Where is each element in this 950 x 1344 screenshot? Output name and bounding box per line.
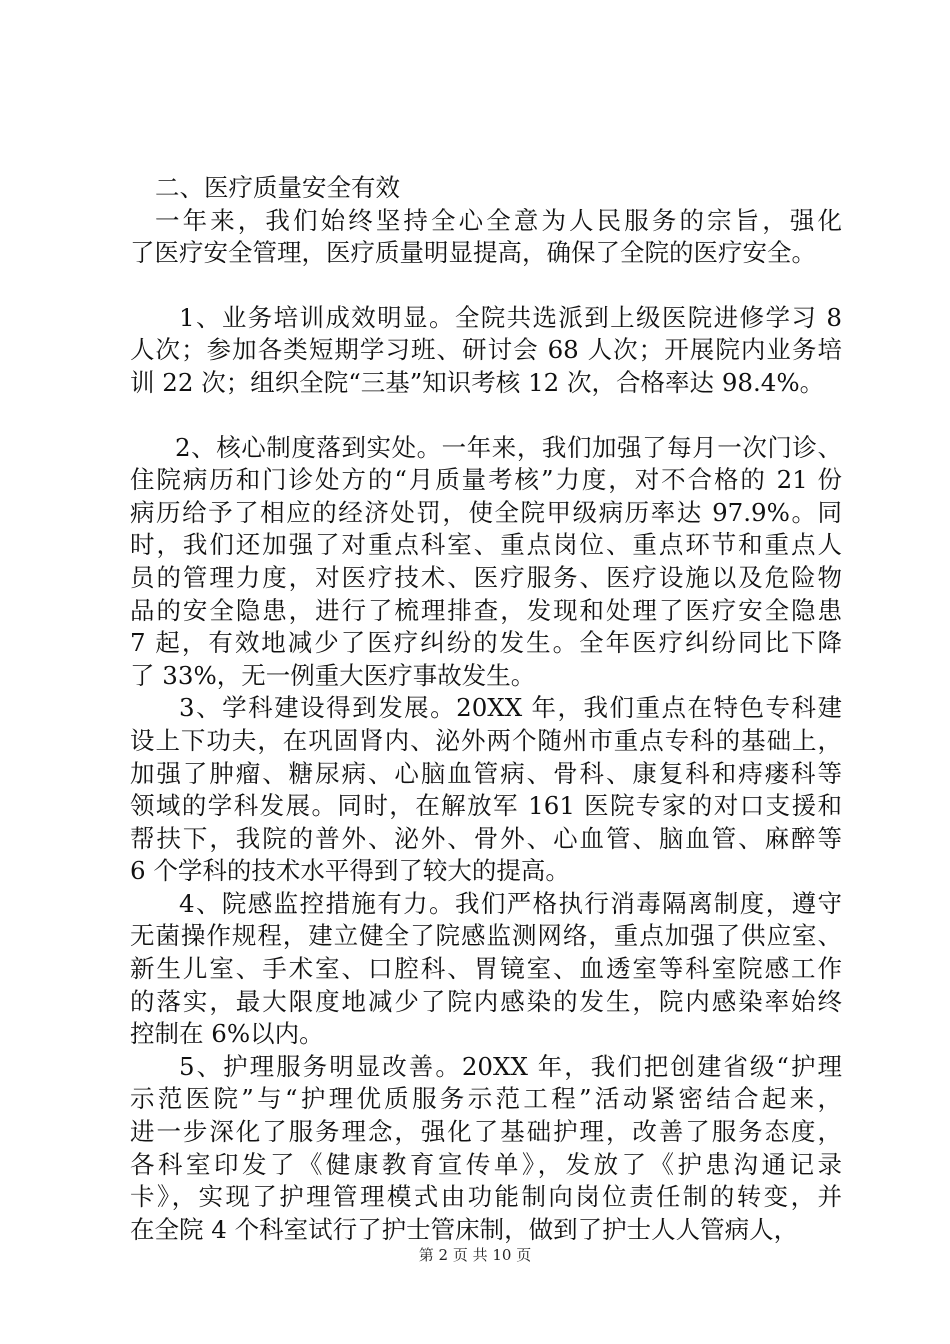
paragraph-line: 卡》，实现了护理管理模式由功能制向岗位责任制的转变，并 <box>130 1182 842 1212</box>
paragraph-line: 帮扶下，我院的普外、泌外、骨外、心血管、脑血管、麻醉等 <box>130 823 842 853</box>
paragraph-line: 加强了肿瘤、糖尿病、心脑血管病、骨科、康复科和痔瘘科等 <box>130 758 842 788</box>
document-body <box>130 172 842 1246</box>
paragraph-line: 各科室印发了《健康教育宣传单》，发放了《护患沟通记录 <box>130 1149 842 1179</box>
paragraph-gap <box>130 400 842 432</box>
paragraph-line: 品的安全隐患，进行了梳理排查，发现和处理了医疗安全隐患 <box>130 595 842 625</box>
paragraph-line: 示范医院”与“护理优质服务示范工程”活动紧密结合起来， <box>130 1084 842 1114</box>
paragraph-line: 无菌操作规程，建立健全了院感监测网络，重点加强了供应室、 <box>130 921 842 951</box>
paragraph-line: 1、业务培训成效明显。全院共选派到上级医院进修学习 8 <box>179 302 842 332</box>
paragraph-line: 员的管理力度，对医疗技术、医疗服务、医疗设施以及危险物 <box>130 562 842 592</box>
paragraph-line: 在全院 4 个科室试行了护士管床制，做到了护士人人管病人， <box>130 1214 799 1244</box>
section-heading: 二、医疗质量安全有效 <box>155 173 400 202</box>
paragraph-line: 6 个学科的技术水平得到了较大的提高。 <box>130 856 570 886</box>
paragraph-line: 2、核心制度落到实处。一年来，我们加强了每月一次门诊、 <box>175 432 842 462</box>
paragraph-line: 4、院感监控措施有力。我们严格执行消毒隔离制度，遵守 <box>179 888 842 918</box>
paragraph-line: 3、学科建设得到发展。20XX 年，我们重点在特色专科建 <box>179 693 842 723</box>
paragraph-line: 的落实，最大限度地减少了院内感染的发生，院内感染率始终 <box>130 986 842 1016</box>
paragraph-line: 住院病历和门诊处方的“月质量考核”力度，对不合格的 21 份 <box>130 465 842 495</box>
paragraph-line: 进一步深化了服务理念，强化了基础护理，改善了服务态度， <box>130 1117 842 1147</box>
paragraph-line: 设上下功夫，在巩固肾内、泌外两个随州市重点专科的基础上， <box>130 725 842 755</box>
page-footer: 第 2 页 共 10 页 <box>418 1246 532 1264</box>
paragraph-line: 时，我们还加强了对重点科室、重点岗位、重点环节和重点人 <box>130 530 842 560</box>
paragraph-line: 人次；参加各类短期学习班、研讨会 68 人次；开展院内业务培 <box>130 335 842 365</box>
paragraph-line: 领域的学科发展。同时，在解放军 161 医院专家的对口支援和 <box>130 791 842 821</box>
paragraph-line: 新生儿室、手术室、口腔科、胃镜室、血透室等科室院感工作 <box>130 954 842 984</box>
paragraph-line: 病历给予了相应的经济处罚，使全院甲级病历率达 97.9%。同 <box>130 497 842 527</box>
paragraph-line: 5、护理服务明显改善。20XX 年，我们把创建省级“护理 <box>179 1051 842 1081</box>
paragraph-gap <box>130 270 842 302</box>
paragraph-line: 训 22 次；组织全院“三基”知识考核 12 次，合格率达 98.4%。 <box>130 367 825 397</box>
paragraph-line: 了医疗安全管理，医疗质量明显提高，确保了全院的医疗安全。 <box>130 238 816 268</box>
paragraph-line: 一年来，我们始终坚持全心全意为人民服务的宗旨，强化 <box>155 205 842 235</box>
paragraph-line: 了 33%，无一例重大医疗事故发生。 <box>130 660 536 690</box>
paragraph-line: 7 起，有效地减少了医疗纠纷的发生。全年医疗纠纷同比下降 <box>130 628 842 658</box>
paragraph-line: 控制在 6%以内。 <box>130 1019 324 1049</box>
